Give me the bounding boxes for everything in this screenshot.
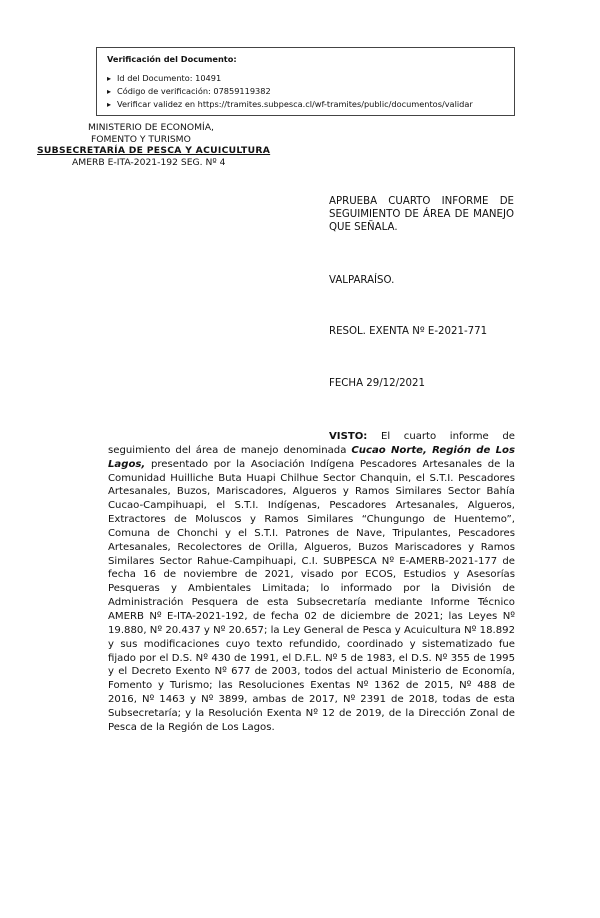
verification-box bbox=[96, 47, 515, 116]
area-name: Cucao Norte, Región de Los Lagos, bbox=[108, 444, 515, 470]
validation-link[interactable]: ▸ Verificar validez en https://tramites.subpesca.cl/wf-tramites/public/documentos/validar bbox=[107, 98, 514, 111]
amerb-reference: AMERB E-ITA-2021-192 SEG. Nº 4 bbox=[72, 157, 226, 168]
subject-line-3: QUE SEÑALA. bbox=[329, 222, 398, 233]
subsecretaria-title: SUBSECRETARÍA DE PESCA Y ACUICULTURA bbox=[37, 145, 271, 156]
verification-title: Verificación del Documento: bbox=[107, 54, 237, 64]
subject-line-2: SEGUIMIENTO DE ÁREA DE MANEJO bbox=[329, 209, 514, 220]
resolution-number: RESOL. EXENTA Nº E-2021-771 bbox=[329, 326, 488, 337]
visto-text-2: presentado por la Asociación Indígena Pescadores Artesanales de la Comunidad Huilliche Buta Huapi Chilhue Sector Chanquin, el S.T.I. Pescadores Artesanales, Buzos, Mariscadores, Algueros y Ramos Similares Sector Bahía Cucao-Campihuapi, el S.T.I. Indígenas, Pescadores Artesanales, Algueros, Extractores de Moluscos y Ramos Similares “Chungungo de Huentemo”, Comuna de Chonchi y el S.T.I. Patrones de Nave, Tripulantes, Pescadores Artesanales, Recolectores de Orilla, Algueros, Buzos Mariscadores y Ramos Similares Sector Rahue-Campihuapi, C.I. SUBPESCA Nº E-AMERB-2021-177 de fecha 16 de noviembre de 2021, visado por ECOS, Estudios y Asesorías Pesqueras y Ambientales Limitada; lo informado por la División de Administración Pesquera de esta Subsecretaría mediante Informe Técnico AMERB Nº E-ITA-2021-192, de fecha 02 de diciembre de 2021; las Leyes Nº 19.880, Nº 20.437 y Nº 20.657; la Ley General de Pesca y Acuicultura Nº 18.892 y sus modificaciones cuyo texto refundido, coordinado y sistematizado fue fijado por el D.S. Nº 430 de 1991, el D.F.L. Nº 5 de 1983, el D.S. Nº 355 de 1995 y el Decreto Exento Nº 677 de 2003, todos del actual Ministerio de Economía, Fomento y Turismo; las Resoluciones Exentas Nº 1362 de 2015, Nº 488 de 2016, Nº 1463 y Nº 3899, ambas de 2017, Nº 2391 de 2018, todas de esta Subsecretaría; y la Resolución Exenta Nº 12 de 2019, de la Dirección Zonal de Pesca de la Región de Los Lagos. bbox=[108, 458, 515, 733]
ministry-line-2: FOMENTO Y TURISMO bbox=[91, 134, 191, 145]
verification-list bbox=[107, 72, 514, 111]
ministry-line-1: MINISTERIO DE ECONOMÍA, bbox=[88, 122, 214, 133]
subject-line-1: APRUEBA CUARTO INFORME DE bbox=[329, 196, 514, 207]
document-id: ▸ Id del Documento: 10491 bbox=[107, 72, 514, 85]
visto-label: VISTO: bbox=[329, 431, 368, 442]
visto-text-1: El cuarto informe de seguimiento del área de manejo denominada bbox=[108, 431, 515, 456]
resolution-subject bbox=[329, 195, 514, 234]
visto-paragraph bbox=[108, 430, 515, 735]
resolution-date: FECHA 29/12/2021 bbox=[329, 378, 425, 389]
verification-code: ▸ Código de verificación: 07859119382 bbox=[107, 85, 514, 98]
place: VALPARAÍSO. bbox=[329, 275, 395, 286]
